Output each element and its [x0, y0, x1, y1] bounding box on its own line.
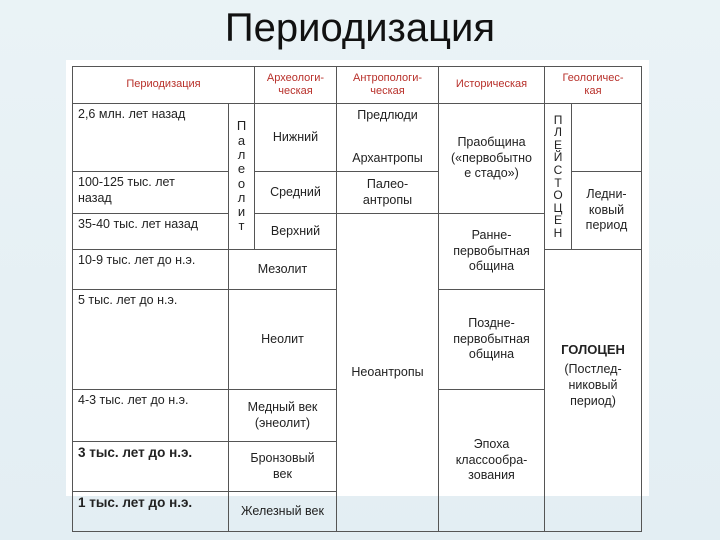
geo-empty-cell [572, 104, 642, 172]
paleolit-letter: т [238, 218, 245, 234]
arch-lower: Нижний [255, 104, 337, 172]
header-historical: Историческая [439, 66, 545, 104]
pleistocene-vertical-label [545, 104, 572, 250]
arch-middle: Средний [255, 172, 337, 214]
anthro-prepeople: Предлюди [357, 108, 418, 122]
date-cell: 2,6 млн. лет назад [72, 104, 229, 172]
pleistocene-letter: П [553, 112, 563, 127]
paleolit-vertical-label [229, 104, 255, 250]
arch-iron: Железный век [229, 492, 337, 532]
arch-neolit: Неолит [229, 290, 337, 390]
header-periodization: Периодизация [72, 66, 255, 104]
date-cell: 3 тыс. лет до н.э. [72, 442, 229, 492]
date-cell: 35-40 тыс. лет назад [72, 214, 229, 250]
hist-early: Ранне- первобытная община [439, 214, 545, 290]
pleistocene-letter: Й [553, 150, 563, 165]
paleolit-letter: л [237, 189, 246, 205]
date-cell: 10-9 тыс. лет до н.э. [72, 250, 229, 290]
paleolit-letter: е [237, 161, 246, 177]
pleistocene-letter: Н [553, 225, 563, 240]
pleistocene-letter: Е [553, 137, 562, 152]
arch-bronze: Бронзовый век [229, 442, 337, 492]
date-cell: 1 тыс. лет до н.э. [72, 492, 229, 532]
date-cell: 5 тыс. лет до н.э. [72, 290, 229, 390]
arch-copper: Медный век (энеолит) [229, 390, 337, 442]
pleistocene-letter: Е [553, 213, 562, 228]
pleistocene-letter: Т [554, 175, 562, 190]
paleolit-letter: о [237, 175, 246, 191]
hist-class-era: Эпоха классообра- зования [439, 390, 545, 532]
anthro-archantropy: Архантропы [352, 151, 423, 166]
hist-late: Поздне- первобытная община [439, 290, 545, 390]
pleistocene-letter: Ц [553, 200, 563, 215]
anthro-early-cell [337, 104, 439, 172]
pleistocene-letter: С [553, 162, 563, 177]
paleolit-letter: л [237, 146, 246, 162]
paleolit-letter: и [237, 204, 246, 220]
paleolit-letter: а [237, 132, 246, 148]
anthro-paleoantropy: Палео- антропы [337, 172, 439, 214]
header-anthropological: Антропологи- ческая [337, 66, 439, 104]
geo-glacial: Ледни- ковый период [572, 172, 642, 250]
periodization-table [72, 66, 642, 518]
anthro-neoantropy: Неоантропы [337, 214, 439, 532]
holocene-subtitle: (Постлед- никовый период) [564, 362, 622, 408]
holocene-title: ГОЛОЦЕН [561, 342, 625, 357]
header-archaeological: Археологи- ческая [255, 66, 337, 104]
geo-holocene-cell [545, 250, 642, 532]
pleistocene-letter: О [553, 188, 563, 203]
paleolit-letter: П [236, 118, 247, 134]
header-geological: Геологичес- кая [545, 66, 642, 104]
pleistocene-letter: Л [554, 125, 562, 140]
arch-upper: Верхний [255, 214, 337, 250]
slide-title: Периодизация [224, 6, 496, 50]
arch-mesolit: Мезолит [229, 250, 337, 290]
date-cell: 4-3 тыс. лет до н.э. [72, 390, 229, 442]
date-cell: 100-125 тыс. лет назад [72, 172, 229, 214]
hist-praobshchina: Праобщина («первобытно е стадо») [439, 104, 545, 214]
